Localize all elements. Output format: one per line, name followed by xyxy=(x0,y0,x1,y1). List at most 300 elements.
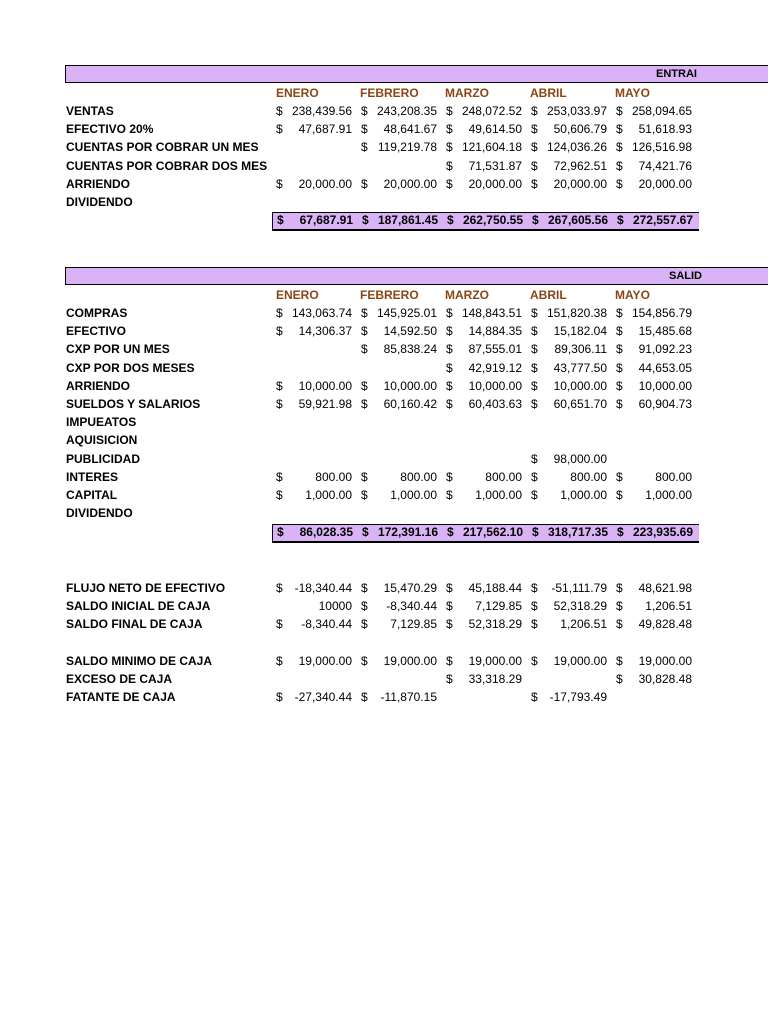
cell-value: 87,555.01 xyxy=(468,342,522,357)
table-cell[interactable] xyxy=(444,324,524,340)
cell-value: -8,340.44 xyxy=(301,617,352,632)
table-cell[interactable] xyxy=(529,159,609,175)
row-label: VENTAS xyxy=(66,104,114,118)
currency-sign: $ xyxy=(446,488,453,502)
table-cell[interactable] xyxy=(359,654,439,670)
salidas-total-row[interactable] xyxy=(272,524,699,543)
table-cell[interactable] xyxy=(359,361,439,377)
cell-value: 60,160.42 xyxy=(383,397,437,411)
currency-sign: $ xyxy=(446,599,453,614)
table-cell[interactable] xyxy=(445,525,525,541)
currency-sign: $ xyxy=(616,617,623,632)
cell-value: 1,206.51 xyxy=(645,599,692,614)
table-cell[interactable] xyxy=(529,452,609,468)
table-cell[interactable] xyxy=(274,415,354,431)
currency-sign: $ xyxy=(361,104,368,118)
cell-value: 20,000.00 xyxy=(468,176,522,191)
row-label: AQUISICION xyxy=(66,433,138,448)
table-cell[interactable] xyxy=(359,690,439,706)
cell-value: 15,182.04 xyxy=(553,324,607,339)
currency-sign: $ xyxy=(446,581,453,595)
row-label: COMPRAS xyxy=(66,306,128,320)
table-cell[interactable] xyxy=(444,397,524,413)
currency-sign: $ xyxy=(446,672,453,687)
table-cell[interactable] xyxy=(359,122,439,138)
table-cell[interactable] xyxy=(614,159,694,175)
table-cell[interactable] xyxy=(614,379,694,395)
cell-value: 89,306.11 xyxy=(554,342,607,357)
currency-sign: $ xyxy=(361,617,368,632)
cell-value: 119,219.78 xyxy=(377,140,437,155)
cell-value: 52,318.29 xyxy=(468,617,522,632)
currency-sign: $ xyxy=(361,469,368,484)
table-cell[interactable] xyxy=(615,213,695,229)
cell-value: 47,687.91 xyxy=(298,122,352,137)
table-cell[interactable] xyxy=(614,690,694,706)
currency-sign: $ xyxy=(531,176,538,191)
cell-value: 15,470.29 xyxy=(383,581,437,595)
cell-value: 258,094.65 xyxy=(631,104,692,118)
table-cell[interactable] xyxy=(444,361,524,377)
cell-value: 145,925.01 xyxy=(376,306,437,320)
table-cell[interactable] xyxy=(530,525,610,541)
table-cell[interactable] xyxy=(529,599,609,615)
row-label: CXP POR UN MES xyxy=(66,342,170,357)
row-label: SALDO FINAL DE CAJA xyxy=(66,617,203,632)
currency-sign: $ xyxy=(531,469,538,484)
cell-value: 1,206.51 xyxy=(560,617,607,632)
table-cell[interactable] xyxy=(444,452,524,468)
currency-sign: $ xyxy=(446,176,453,191)
cell-value: 45,188.44 xyxy=(468,581,522,595)
currency-sign: $ xyxy=(531,324,538,339)
currency-sign: $ xyxy=(616,176,623,191)
table-cell[interactable] xyxy=(614,177,694,193)
currency-sign: $ xyxy=(616,158,623,173)
table-cell[interactable] xyxy=(529,122,609,138)
cell-value: 43,777.50 xyxy=(553,360,607,375)
table-cell[interactable] xyxy=(444,690,524,706)
currency-sign: $ xyxy=(616,488,623,502)
table-cell[interactable] xyxy=(614,452,694,468)
cell-value: 20,000.00 xyxy=(553,176,607,191)
currency-sign: $ xyxy=(616,306,623,320)
table-cell[interactable] xyxy=(274,672,354,688)
cell-value: 267,605.56 xyxy=(547,213,608,227)
cell-value: 800.00 xyxy=(655,469,692,484)
table-cell[interactable] xyxy=(274,122,354,138)
cell-value: 49,614.50 xyxy=(468,122,522,137)
table-cell[interactable] xyxy=(274,470,354,486)
table-cell[interactable] xyxy=(359,159,439,175)
table-cell[interactable] xyxy=(445,213,525,229)
currency-sign: $ xyxy=(362,525,369,539)
cell-value: 20,000.00 xyxy=(638,176,692,191)
cell-value: -18,340.44 xyxy=(294,581,352,595)
table-cell[interactable] xyxy=(614,415,694,431)
cell-value: 42,919.12 xyxy=(468,360,522,375)
entradas-total-row[interactable] xyxy=(272,212,699,231)
cell-value: 71,531.87 xyxy=(468,158,522,173)
cell-value: 10,000.00 xyxy=(383,378,437,393)
table-cell[interactable] xyxy=(614,506,694,522)
table-cell[interactable] xyxy=(274,361,354,377)
cell-value: 223,935.69 xyxy=(632,525,693,539)
table-cell[interactable] xyxy=(274,159,354,175)
cell-value: 7,129.85 xyxy=(475,599,522,614)
table-cell[interactable] xyxy=(529,397,609,413)
currency-sign: $ xyxy=(361,122,368,137)
cell-value: 1,000.00 xyxy=(305,488,352,502)
cell-value: 60,904.73 xyxy=(638,397,692,411)
currency-sign: $ xyxy=(446,324,453,339)
row-label: EFECTIVO xyxy=(66,324,127,339)
table-cell[interactable] xyxy=(274,306,354,322)
table-cell[interactable] xyxy=(614,361,694,377)
table-cell[interactable] xyxy=(614,433,694,449)
table-cell[interactable] xyxy=(614,581,694,597)
table-cell[interactable] xyxy=(444,654,524,670)
currency-sign: $ xyxy=(276,488,283,502)
table-cell[interactable] xyxy=(614,617,694,633)
currency-sign: $ xyxy=(361,599,368,614)
currency-sign: $ xyxy=(447,525,454,539)
table-cell[interactable] xyxy=(359,672,439,688)
table-cell[interactable] xyxy=(274,599,354,615)
row-label: CXP POR DOS MESES xyxy=(66,360,195,375)
table-cell[interactable] xyxy=(614,470,694,486)
table-cell[interactable] xyxy=(274,195,354,211)
table-cell[interactable] xyxy=(274,506,354,522)
cell-value: 1,000.00 xyxy=(475,488,522,502)
row-label: ARRIENDO xyxy=(66,176,131,191)
table-cell[interactable] xyxy=(274,488,354,504)
table-cell[interactable] xyxy=(444,415,524,431)
currency-sign: $ xyxy=(531,488,538,502)
currency-sign: $ xyxy=(531,342,538,357)
table-cell[interactable] xyxy=(359,397,439,413)
cell-value: 14,884.35 xyxy=(468,324,522,339)
table-cell[interactable] xyxy=(529,342,609,358)
table-cell[interactable] xyxy=(275,213,355,229)
row-label: FATANTE DE CAJA xyxy=(66,690,176,705)
cell-value: 172,391.16 xyxy=(377,525,438,539)
currency-sign: $ xyxy=(446,158,453,173)
table-cell[interactable] xyxy=(444,506,524,522)
table-cell[interactable] xyxy=(444,672,524,688)
table-cell[interactable] xyxy=(359,140,439,156)
cell-value: 85,838.24 xyxy=(383,342,437,357)
currency-sign: $ xyxy=(276,617,283,632)
currency-sign: $ xyxy=(616,599,623,614)
table-cell[interactable] xyxy=(274,177,354,193)
table-cell[interactable] xyxy=(529,140,609,156)
table-cell[interactable] xyxy=(529,488,609,504)
cell-value: 143,063.74 xyxy=(291,306,352,320)
currency-sign: $ xyxy=(277,213,284,227)
table-cell[interactable] xyxy=(529,415,609,431)
table-cell[interactable] xyxy=(274,452,354,468)
cell-value: 52,318.29 xyxy=(553,599,607,614)
currency-sign: $ xyxy=(276,690,283,705)
cell-value: 1,000.00 xyxy=(560,488,607,502)
currency-sign: $ xyxy=(361,690,368,705)
currency-sign: $ xyxy=(531,451,538,466)
table-cell[interactable] xyxy=(529,654,609,670)
currency-sign: $ xyxy=(362,213,369,227)
cell-value: -11,870.15 xyxy=(380,690,437,705)
table-cell[interactable] xyxy=(359,488,439,504)
cell-value: 19,000.00 xyxy=(298,654,352,668)
table-cell[interactable] xyxy=(274,397,354,413)
cell-value: 91,092.23 xyxy=(638,342,692,357)
currency-sign: $ xyxy=(531,617,538,632)
cell-value: 253,033.97 xyxy=(546,104,607,118)
table-cell[interactable] xyxy=(615,525,695,541)
row-label: SALDO INICIAL DE CAJA xyxy=(66,599,211,614)
table-cell[interactable] xyxy=(444,470,524,486)
table-cell[interactable] xyxy=(614,140,694,156)
currency-sign: $ xyxy=(616,122,623,137)
table-cell[interactable] xyxy=(444,342,524,358)
currency-sign: $ xyxy=(446,122,453,137)
cell-value: 1,000.00 xyxy=(390,488,437,502)
month-header-abril: ABRIL xyxy=(530,86,567,100)
cell-value: 60,403.63 xyxy=(468,397,522,411)
month-header-mayo: MAYO xyxy=(615,86,650,100)
currency-sign: $ xyxy=(361,306,368,320)
currency-sign: $ xyxy=(446,397,453,411)
currency-sign: $ xyxy=(276,122,283,137)
table-cell[interactable] xyxy=(359,104,439,120)
table-cell[interactable] xyxy=(360,525,440,541)
table-cell[interactable] xyxy=(529,195,609,211)
currency-sign: $ xyxy=(616,397,623,411)
table-cell[interactable] xyxy=(274,140,354,156)
cell-value: 20,000.00 xyxy=(298,176,352,191)
currency-sign: $ xyxy=(446,378,453,393)
currency-sign: $ xyxy=(361,397,368,411)
currency-sign: $ xyxy=(276,654,283,668)
table-cell[interactable] xyxy=(529,433,609,449)
currency-sign: $ xyxy=(616,378,623,393)
cell-value: -8,340.44 xyxy=(386,599,437,614)
currency-sign: $ xyxy=(531,599,538,614)
table-cell[interactable] xyxy=(444,379,524,395)
currency-sign: $ xyxy=(276,104,283,118)
table-cell[interactable] xyxy=(444,433,524,449)
table-cell[interactable] xyxy=(359,306,439,322)
currency-sign: $ xyxy=(617,213,624,227)
month-header-febrero: FEBRERO xyxy=(360,86,419,100)
table-cell[interactable] xyxy=(275,525,355,541)
cell-value: 10000 xyxy=(318,599,352,614)
table-cell[interactable] xyxy=(274,342,354,358)
table-cell[interactable] xyxy=(529,506,609,522)
table-cell[interactable] xyxy=(530,213,610,229)
cell-value: 50,606.79 xyxy=(553,122,607,137)
cell-value: 48,641.67 xyxy=(383,122,437,137)
table-cell[interactable] xyxy=(444,488,524,504)
table-cell[interactable] xyxy=(529,324,609,340)
table-cell[interactable] xyxy=(529,104,609,120)
cell-value: 10,000.00 xyxy=(298,378,352,393)
table-cell[interactable] xyxy=(359,433,439,449)
table-cell[interactable] xyxy=(360,213,440,229)
cell-value: 98,000.00 xyxy=(553,451,607,466)
currency-sign: $ xyxy=(616,654,623,668)
cell-value: 800.00 xyxy=(570,469,607,484)
currency-sign: $ xyxy=(532,525,539,539)
cell-value: 800.00 xyxy=(315,469,352,484)
table-cell[interactable] xyxy=(359,617,439,633)
row-label: PUBLICIDAD xyxy=(66,451,140,466)
table-cell[interactable] xyxy=(444,159,524,175)
currency-sign: $ xyxy=(276,469,283,484)
month-header-mayo: MAYO xyxy=(615,288,650,302)
table-cell[interactable] xyxy=(614,488,694,504)
cell-value: 217,562.10 xyxy=(462,525,523,539)
table-cell[interactable] xyxy=(274,324,354,340)
table-cell[interactable] xyxy=(444,122,524,138)
table-cell[interactable] xyxy=(444,195,524,211)
table-cell[interactable] xyxy=(614,324,694,340)
table-cell[interactable] xyxy=(614,104,694,120)
cell-value: 800.00 xyxy=(485,469,522,484)
currency-sign: $ xyxy=(361,342,368,357)
cell-value: 10,000.00 xyxy=(468,378,522,393)
currency-sign: $ xyxy=(361,324,368,339)
row-label: ARRIENDO xyxy=(66,378,131,393)
row-label: INTERES xyxy=(66,469,119,484)
currency-sign: $ xyxy=(531,360,538,375)
cell-value: 33,318.29 xyxy=(468,672,522,687)
currency-sign: $ xyxy=(361,581,368,595)
table-cell[interactable] xyxy=(614,342,694,358)
table-cell[interactable] xyxy=(444,177,524,193)
table-cell[interactable] xyxy=(444,306,524,322)
entradas-header-band xyxy=(65,65,768,83)
table-cell[interactable] xyxy=(529,379,609,395)
currency-sign: $ xyxy=(531,581,538,595)
table-cell[interactable] xyxy=(359,581,439,597)
cell-value: -51,111.79 xyxy=(551,581,607,595)
table-cell[interactable] xyxy=(359,379,439,395)
currency-sign: $ xyxy=(361,378,368,393)
table-cell[interactable] xyxy=(529,617,609,633)
table-cell[interactable] xyxy=(614,195,694,211)
row-label: EXCESO DE CAJA xyxy=(66,672,173,687)
cell-value: 60,651.70 xyxy=(553,397,607,411)
salidas-header-band xyxy=(65,267,768,285)
cell-value: 272,557.67 xyxy=(632,213,693,227)
cell-value: 67,687.91 xyxy=(299,213,353,227)
cell-value: 19,000.00 xyxy=(468,654,522,668)
month-header-enero: ENERO xyxy=(276,288,319,302)
row-label: CAPITAL xyxy=(66,488,118,502)
row-label: SALDO MINIMO DE CAJA xyxy=(66,654,213,668)
cell-value: 15,485.68 xyxy=(638,324,692,339)
table-cell[interactable] xyxy=(614,599,694,615)
currency-sign: $ xyxy=(531,104,538,118)
cell-value: 74,421.76 xyxy=(638,158,692,173)
table-cell[interactable] xyxy=(444,599,524,615)
cell-value: 59,921.98 xyxy=(298,397,352,411)
table-cell[interactable] xyxy=(359,177,439,193)
cell-value: -27,340.44 xyxy=(294,690,352,705)
table-cell[interactable] xyxy=(529,690,609,706)
table-cell[interactable] xyxy=(274,104,354,120)
table-cell[interactable] xyxy=(529,672,609,688)
currency-sign: $ xyxy=(531,306,538,320)
cell-value: 86,028.35 xyxy=(299,525,353,539)
table-cell[interactable] xyxy=(614,672,694,688)
table-cell[interactable] xyxy=(529,306,609,322)
month-header-marzo: MARZO xyxy=(445,288,489,302)
table-cell[interactable] xyxy=(274,690,354,706)
currency-sign: $ xyxy=(531,378,538,393)
currency-sign: $ xyxy=(276,176,283,191)
currency-sign: $ xyxy=(531,122,538,137)
currency-sign: $ xyxy=(446,617,453,632)
table-cell[interactable] xyxy=(444,617,524,633)
table-cell[interactable] xyxy=(444,104,524,120)
table-cell[interactable] xyxy=(529,581,609,597)
month-header-abril: ABRIL xyxy=(530,288,567,302)
table-cell[interactable] xyxy=(529,361,609,377)
table-cell[interactable] xyxy=(274,654,354,670)
month-header-marzo: MARZO xyxy=(445,86,489,100)
table-cell[interactable] xyxy=(614,654,694,670)
table-cell[interactable] xyxy=(614,397,694,413)
cell-value: 10,000.00 xyxy=(638,378,692,393)
table-cell[interactable] xyxy=(274,581,354,597)
table-cell[interactable] xyxy=(614,306,694,322)
currency-sign: $ xyxy=(616,342,623,357)
table-cell[interactable] xyxy=(359,342,439,358)
table-cell[interactable] xyxy=(359,195,439,211)
currency-sign: $ xyxy=(361,488,368,502)
currency-sign: $ xyxy=(616,324,623,339)
cell-value: 248,072.52 xyxy=(461,104,522,118)
table-cell[interactable] xyxy=(359,415,439,431)
table-cell[interactable] xyxy=(444,581,524,597)
table-cell[interactable] xyxy=(359,599,439,615)
row-label: DIVIDENDO xyxy=(66,195,133,209)
table-cell[interactable] xyxy=(274,617,354,633)
row-label: CUENTAS POR COBRAR UN MES xyxy=(66,140,259,155)
month-header-febrero: FEBRERO xyxy=(360,288,419,302)
table-cell[interactable] xyxy=(614,122,694,138)
currency-sign: $ xyxy=(616,104,623,118)
cell-value: 44,653.05 xyxy=(638,360,692,375)
cell-value: 10,000.00 xyxy=(553,378,607,393)
cell-value: 124,036.26 xyxy=(546,140,607,155)
table-cell[interactable] xyxy=(274,379,354,395)
table-cell[interactable] xyxy=(444,140,524,156)
table-cell[interactable] xyxy=(359,324,439,340)
table-cell[interactable] xyxy=(529,470,609,486)
table-cell[interactable] xyxy=(359,506,439,522)
table-cell[interactable] xyxy=(274,433,354,449)
table-cell[interactable] xyxy=(529,177,609,193)
table-cell[interactable] xyxy=(359,452,439,468)
currency-sign: $ xyxy=(447,213,454,227)
table-cell[interactable] xyxy=(359,470,439,486)
currency-sign: $ xyxy=(616,672,623,687)
currency-sign: $ xyxy=(276,324,283,339)
cell-value: 19,000.00 xyxy=(553,654,607,668)
